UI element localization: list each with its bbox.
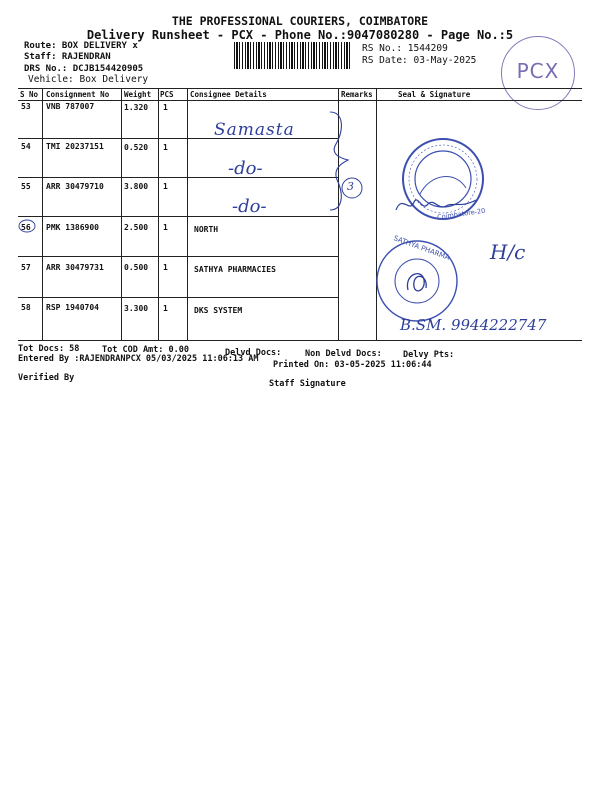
handwritten-ditto: -do- bbox=[232, 196, 267, 217]
row-weight: 3.800 bbox=[124, 182, 149, 191]
verified-by: Verified By bbox=[18, 373, 75, 383]
non-delivered-docs: Non Delvd Docs: bbox=[305, 349, 382, 359]
row-consignment: PMK 1386900 bbox=[46, 223, 99, 232]
col-divider bbox=[42, 88, 43, 340]
row-pcs: 1 bbox=[163, 263, 168, 272]
pcx-stamp: PCX bbox=[501, 36, 575, 110]
hand-drawn-brace bbox=[326, 106, 366, 216]
row-divider bbox=[18, 256, 338, 257]
col-header-remarks: Remarks bbox=[341, 90, 373, 99]
rs-date: RS Date: 03-May-2025 bbox=[362, 55, 477, 66]
row-divider bbox=[18, 177, 338, 178]
row-pcs: 1 bbox=[163, 223, 168, 232]
row-consignee: SATHYA PHARMACIES bbox=[194, 265, 276, 274]
runsheet-subtitle: Delivery Runsheet - PCX - Phone No.:9047080280 - Page No.:5 bbox=[86, 28, 514, 42]
row-sno: 55 bbox=[21, 182, 31, 191]
total-cod-amount: Tot COD Amt: 0.00 bbox=[102, 345, 189, 355]
col-divider bbox=[121, 88, 122, 340]
company-title: THE PROFESSIONAL COURIERS, COIMBATORE bbox=[171, 14, 429, 28]
rs-number: RS No.: 1544209 bbox=[362, 43, 448, 54]
row-divider bbox=[18, 297, 338, 298]
round-seal-text: Coimbatore-20 bbox=[436, 206, 486, 222]
route-label: Route: BOX DELIVERY x bbox=[24, 41, 138, 51]
row-pcs: 1 bbox=[163, 304, 168, 313]
row-consignment: ARR 30479710 bbox=[46, 182, 104, 191]
table-top-border bbox=[18, 88, 582, 89]
row-pcs: 1 bbox=[163, 103, 168, 112]
col-header-weight: Weight bbox=[124, 90, 152, 99]
hand-drawn-circle bbox=[17, 219, 37, 233]
col-header-sno: S No bbox=[20, 90, 39, 99]
row-sno: 53 bbox=[21, 102, 31, 111]
row-weight: 0.500 bbox=[124, 263, 149, 272]
row-weight: 1.320 bbox=[124, 103, 149, 112]
row-sno: 57 bbox=[21, 263, 31, 272]
row-consignment: TMI 20237151 bbox=[46, 142, 104, 151]
row-divider bbox=[18, 216, 338, 217]
col-header-pcs: PCS bbox=[160, 90, 174, 99]
row-pcs: 1 bbox=[163, 182, 168, 191]
table-bottom-border bbox=[18, 340, 582, 341]
total-docs: Tot Docs: 58 bbox=[18, 344, 80, 354]
handwritten-signature bbox=[392, 190, 482, 220]
barcode bbox=[234, 42, 352, 69]
pharmacy-seal-text: SATHYA PHARMA bbox=[392, 234, 451, 262]
col-header-seal: Seal & Signature bbox=[398, 90, 471, 99]
row-sno: 56 bbox=[21, 223, 31, 232]
row-sno: 54 bbox=[21, 142, 31, 151]
row-consignment: RSP 1940704 bbox=[46, 303, 99, 312]
col-header-consignment: Consignment No bbox=[46, 90, 110, 99]
table-header-border bbox=[18, 100, 582, 101]
row-weight: 3.300 bbox=[124, 304, 149, 313]
delivery-points: Delvy Pts: bbox=[403, 350, 455, 360]
row-pcs: 1 bbox=[163, 143, 168, 152]
handwritten-count: 3 bbox=[347, 180, 354, 193]
row-sno: 58 bbox=[21, 303, 31, 312]
delivered-docs: Delvd Docs: bbox=[225, 348, 282, 358]
handwritten-phone: B.SM. 9944222747 bbox=[400, 316, 547, 334]
col-divider bbox=[187, 88, 188, 340]
row-consignment: VNB 787007 bbox=[46, 102, 95, 111]
entered-by: Entered By :RAJENDRANPCX 05/03/2025 11:06:13 AM bbox=[18, 354, 259, 364]
row-consignee: DKS SYSTEM bbox=[194, 306, 243, 315]
row-consignee: NORTH bbox=[194, 225, 219, 234]
handwritten-samasta: Samasta bbox=[214, 120, 295, 140]
vehicle-label: Vehicle: Box Delivery bbox=[28, 74, 149, 85]
col-header-consignee: Consignee Details bbox=[190, 90, 267, 99]
col-divider bbox=[158, 88, 159, 340]
printed-on: Printed On: 03-05-2025 11:06:44 bbox=[273, 360, 432, 370]
handwritten-hlc: H/c bbox=[490, 240, 526, 264]
row-consignment: ARR 30479731 bbox=[46, 263, 104, 272]
row-weight: 2.500 bbox=[124, 223, 149, 232]
staff-label: Staff: RAJENDRAN bbox=[24, 52, 111, 62]
drs-label: DRS No.: DCJB154420905 bbox=[24, 64, 144, 74]
row-weight: 0.520 bbox=[124, 143, 149, 152]
handwritten-ditto: -do- bbox=[228, 158, 263, 179]
staff-signature-label: Staff Signature bbox=[269, 379, 346, 389]
